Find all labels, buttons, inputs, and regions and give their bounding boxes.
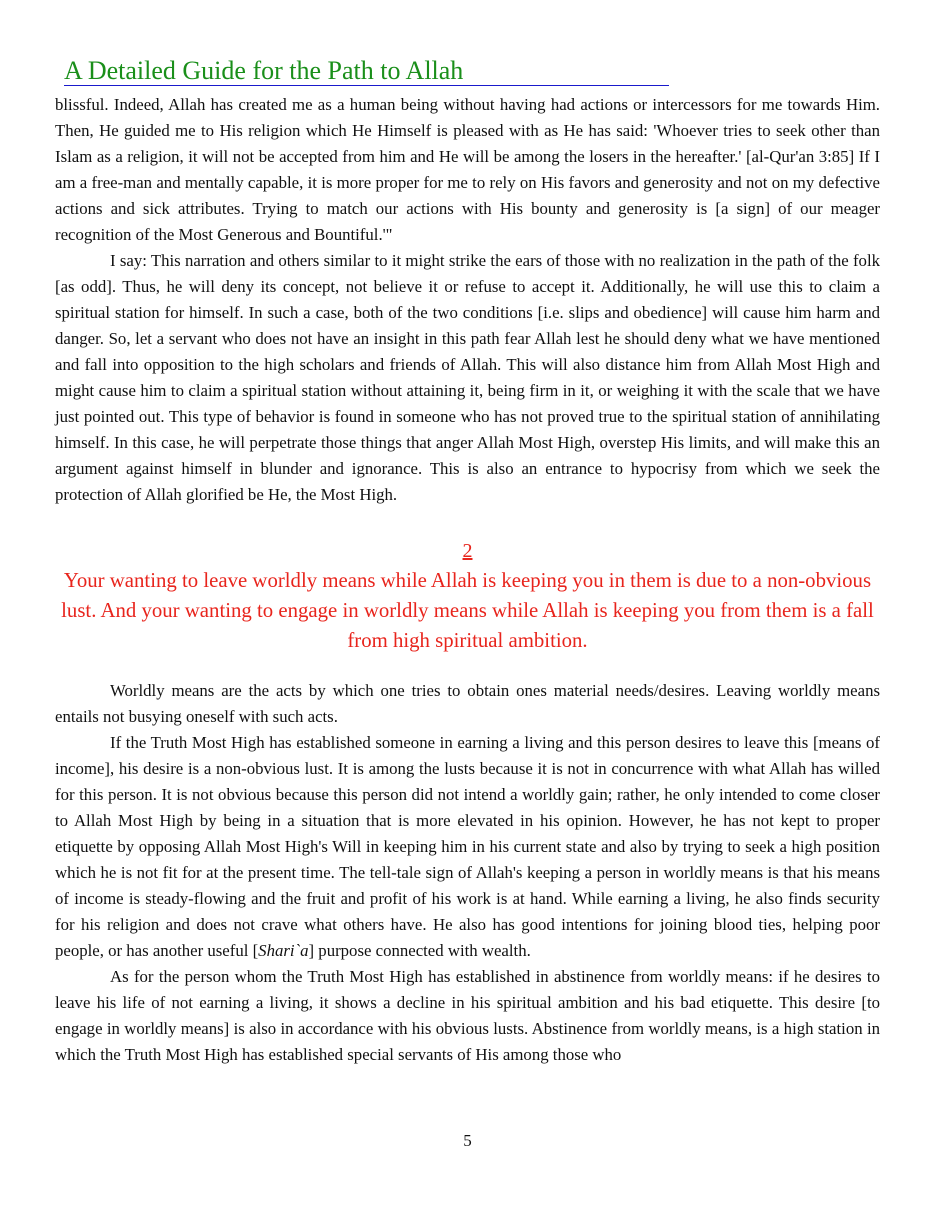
running-title: A Detailed Guide for the Path to Allah [64, 56, 464, 85]
page-body [55, 92, 880, 1068]
paragraph-worldly-means: Worldly means are the acts by which one tries to obtain ones material needs/desires. Leaving worldly means entails not busying oneself with such acts. [55, 681, 880, 726]
paragraph-continued: blissful. Indeed, Allah has created me as a human being without having had actions or intercessors for me towards Him. Then, He guided me to His religion which He Himself is pleased with as He has said: 'Whoever tries to seek other than Islam as a religion, it will not be accepted from him and He will be among the losers in the hereafter.' [al-Qur'an 3:85] If I am a free-man and mentally capable, it is more proper for me to rely on His favors and generosity and not on my defective actions and sick attributes. Trying to match our actions with His bounty and generosity is [a sign] of our meager recognition of the Most Generous and Bountiful.'" [55, 95, 880, 244]
paragraph-earning-living [55, 730, 880, 964]
section-number: 2 [462, 540, 473, 562]
page-number: 5 [463, 1131, 472, 1150]
paragraph-text-part: If the Truth Most High has established someone in earning a living and this person desires to leave this [means of income], his desire is a non-obvious lust. It is among the lusts because it is not in concurrence with what Allah has willed for this person. It is not obvious because this person did not intend a worldly gain; rather, he only intended to come closer to Allah Most High by being in a situation that is more elevated in his opinion. However, he has not kept to proper etiquette by opposing Allah Most High's Will in keeping him in his current state and also by trying to seek a high position which he is not fit for at the present time. The tell-tale sign of Allah's keeping a person in worldly means is that his means of income is steady-flowing and the fruit and profit of his work is at hand. While earning a living, he also finds security for his religion and does not crave what others have. He also has good intentions for joining blood ties, helping poor people, or has another useful [ [55, 733, 880, 960]
paragraph-i-say: I say: This narration and others similar to it might strike the ears of those with no realization in the path of the folk [as odd]. Thus, he will deny its concept, not believe it or refuse to accept it. Additionally, he will use this to claim a spiritual station for himself. In such a case, both of the two conditions [i.e. slips and obedience] will cause him harm and danger. So, let a servant who does not have an insight in this path fear Allah lest he should deny what we have mentioned and fall into opposition to the high scholars and friends of Allah. This will also distance him from Allah Most High and might cause him to claim a spiritual station without attaining it, being firm in it, or weighing it with the scale that we have just pointed out. This type of behavior is found in someone who has not proved true to the spiritual station of annihilating himself. In this case, he will perpetrate those things that anger Allah Most High, overstep His limits, and will make this an argument against himself in blunder and ignorance. This is also an entrance to hypocrisy from which we seek the protection of Allah glorified be He, the Most High. [55, 251, 880, 504]
section-heading [55, 538, 880, 656]
italic-term: Shari`a [258, 941, 309, 960]
paragraph-abstinence: As for the person whom the Truth Most High has established in abstinence from worldly means: if he desires to leave his life of not earning a living, it shows a decline in his spiritual ambition and his bad etiquette. This desire [to engage in worldly means] is also in accordance with his obvious lusts. Abstinence from worldly means, is a high station in which the Truth Most High has established special servants of His among those who [55, 967, 880, 1064]
running-header [64, 57, 669, 86]
section-2-commentary [55, 678, 880, 1068]
section-aphorism: Your wanting to leave worldly means while Allah is keeping you in them is due to a non-obvious lust. And your wanting to engage in worldly means while Allah is keeping you from them is a fall from high spiritual ambition. [61, 569, 874, 652]
paragraph-text-part: ] purpose connected with wealth. [308, 941, 531, 960]
